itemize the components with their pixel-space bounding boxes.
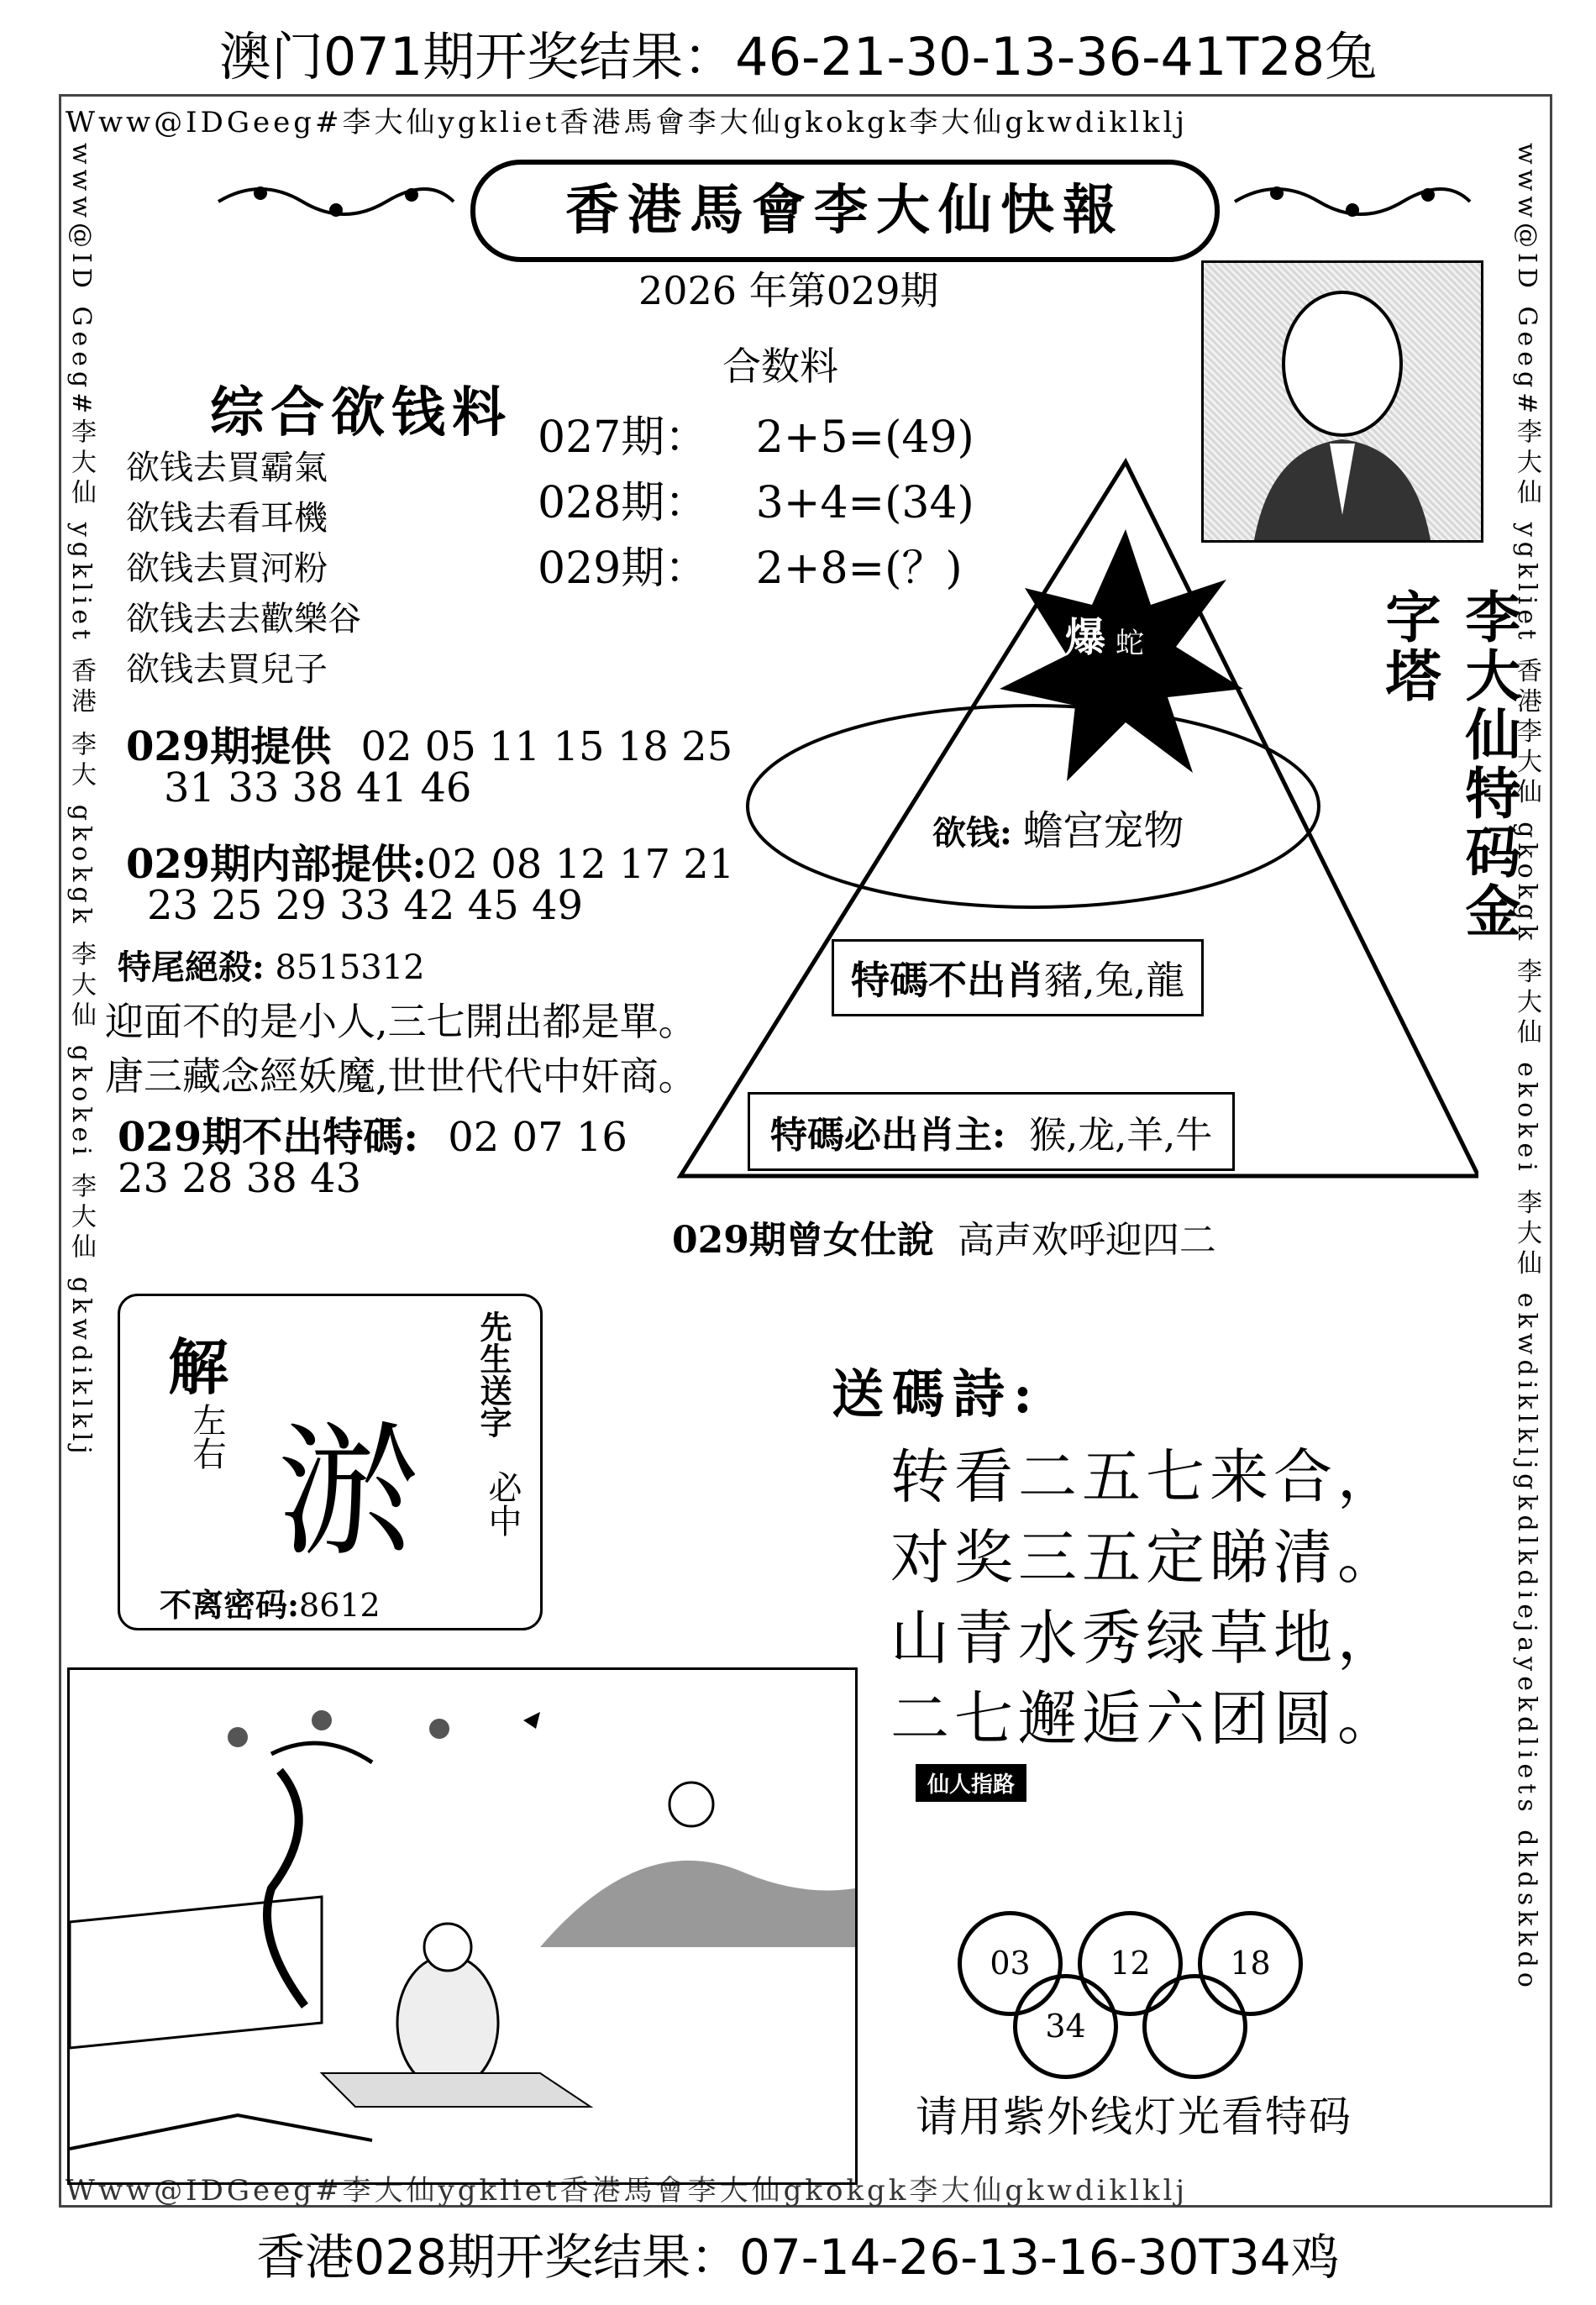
- lucky-number-ring: 34: [1013, 1974, 1118, 2079]
- provide-label: 029期提供: [126, 723, 332, 770]
- no-special-numbers: 02 07 16: [448, 1114, 627, 1161]
- combo-period: 028期：: [538, 478, 709, 528]
- riddle-code-label: 不离密码:: [160, 1586, 300, 1624]
- pyramid-money-row: [932, 798, 1184, 856]
- riddle-label: 解: [168, 1331, 229, 1403]
- poem-line: 对奖三五定睇清。: [890, 1523, 1401, 1592]
- combo-formula: 2+5=(49): [755, 412, 974, 463]
- lucky-number-ring: 12: [1078, 1911, 1183, 2016]
- pyramid-must-row: [748, 1092, 1235, 1171]
- money-item: 欲钱去去歡樂谷: [126, 600, 361, 638]
- no-special-numbers-2: 23 28 38 43: [118, 1155, 362, 1202]
- internal-block: [126, 832, 734, 890]
- woman-says-label: 029期曾女仕說: [672, 1219, 934, 1262]
- riddle-code-row: [160, 1579, 381, 1625]
- saying-line: 唐三藏念經妖魔,世世代代中奸商。: [105, 1053, 697, 1099]
- pyramid-money-value: 蟾宫宠物: [1022, 807, 1184, 854]
- pyramid-not-out-value: 豬,兔,龍: [1044, 958, 1185, 1003]
- newspaper-banner: 香港馬會李大仙快報: [470, 160, 1220, 262]
- issue-number: 029: [826, 268, 900, 313]
- watermark-bottom: Www@IDGeeg#李大仙ygkliet香港馬會李大仙gkokgk李大仙gkwdiklklj: [66, 2174, 1189, 2208]
- money-item: 欲钱去買霸氣: [126, 449, 328, 487]
- riddle-sub: 左右: [187, 1403, 226, 1470]
- pyramid-vertical-title: 李大仙特码金字塔: [1376, 588, 1521, 941]
- lucky-number-ring: 03: [958, 1911, 1063, 2016]
- poem-line: 二七邂逅六团圆。: [890, 1684, 1401, 1753]
- provide-numbers: 02 05 11 15 18 25: [360, 723, 733, 770]
- pyramid-must-label: 特碼必出肖主:: [770, 1114, 1006, 1157]
- combo-formula: 3+4=(34): [755, 478, 974, 528]
- combo-title: 合数料: [722, 344, 838, 389]
- no-special-label: 029期不出特碼:: [118, 1114, 418, 1161]
- money-item: 欲钱去買河粉: [126, 549, 328, 588]
- internal-numbers: 02 08 12 17 21: [426, 841, 735, 888]
- saying-line: 迎面不的是小人,三七開出都是單。: [105, 999, 697, 1044]
- woman-says-row: [672, 1210, 1216, 1263]
- pyramid-must-value: 猴,龙,羊,牛: [1029, 1114, 1213, 1157]
- burst-zodiac: 蛇: [1116, 627, 1144, 660]
- tail-kill-block: [118, 941, 425, 989]
- provide-numbers-2: 31 33 38 41 46: [164, 764, 472, 811]
- combo-period: 029期：: [538, 543, 709, 594]
- woman-says-value: 高声欢呼迎四二: [957, 1219, 1216, 1262]
- poem-title: 送碼詩:: [832, 1363, 1041, 1425]
- riddle-side-sub: 必中: [483, 1470, 522, 1537]
- riddle-code-value: 8612: [299, 1587, 381, 1624]
- lucky-number-ring: 18: [1198, 1911, 1303, 2016]
- watermark-left: www@ID Geeg#李大仙 ygkliet 香港 李大 gkokgk 李大仙 gkokei 李大仙 gkwdiklklj: [66, 143, 96, 1459]
- illustration-frame: [67, 1667, 858, 2185]
- combo-formula: 2+8=(？): [755, 543, 963, 594]
- macau-result-line: 澳门071期开奖结果：46-21-30-13-36-41T28兔: [218, 26, 1378, 87]
- tail-kill-value: 8515312: [275, 948, 425, 987]
- provide-block: [126, 714, 732, 772]
- money-item: 欲钱去買兒子: [126, 650, 328, 689]
- tail-kill-label: 特尾絕殺:: [118, 948, 265, 987]
- right-ornament-icon: [1226, 176, 1478, 227]
- riddle-side: 先生送字: [475, 1310, 512, 1438]
- watermark-top: Www@IDGeeg#李大仙ygkliet香港馬會李大仙gkokgk李大仙gkwdiklklj: [66, 106, 1189, 139]
- pyramid-not-out-row: [832, 939, 1204, 1016]
- internal-numbers-2: 23 25 29 33 42 45 49: [147, 882, 584, 929]
- hk-result-line: 香港028期开奖结果：07-14-26-13-16-30T34鸡: [256, 2229, 1340, 2286]
- issue-year: 2026: [638, 268, 738, 313]
- pyramid-not-out-label: 特碼不出肖: [851, 958, 1044, 1003]
- internal-label: 029期内部提供:: [126, 841, 427, 888]
- lucky-number-ring: [1142, 1974, 1247, 2079]
- burst-label: 爆: [1065, 614, 1106, 661]
- stamp: 仙人指路: [916, 1764, 1026, 1802]
- pyramid-money-label: 欲钱:: [932, 813, 1012, 853]
- rings-caption: 请用紫外线灯光看特码: [916, 2092, 1352, 2141]
- issue-line: [638, 260, 939, 316]
- left-ornament-icon: [210, 176, 462, 227]
- poem-line: 山青水秀绿草地，: [890, 1604, 1401, 1672]
- combo-period: 027期：: [538, 412, 709, 463]
- issue-period-suffix: 期: [900, 268, 939, 313]
- money-item: 欲钱去看耳機: [126, 499, 328, 538]
- poem-line: 转看二五七来合，: [890, 1442, 1401, 1511]
- issue-year-suffix: 年第: [748, 268, 827, 313]
- watermark-right: www@ID Geeg#李大仙 ygkliet 香港李大仙 gkokgk 李大仙 ekokei 李大仙 ekwdiklkljgkdlkdiejayekdliets dkdskkdo: [1512, 143, 1541, 1993]
- riddle-char: 淤: [277, 1410, 421, 1577]
- money-title: 综合欲钱料: [210, 381, 512, 444]
- no-special-block: [118, 1105, 627, 1163]
- scholar-illustration-icon: [70, 1670, 855, 2182]
